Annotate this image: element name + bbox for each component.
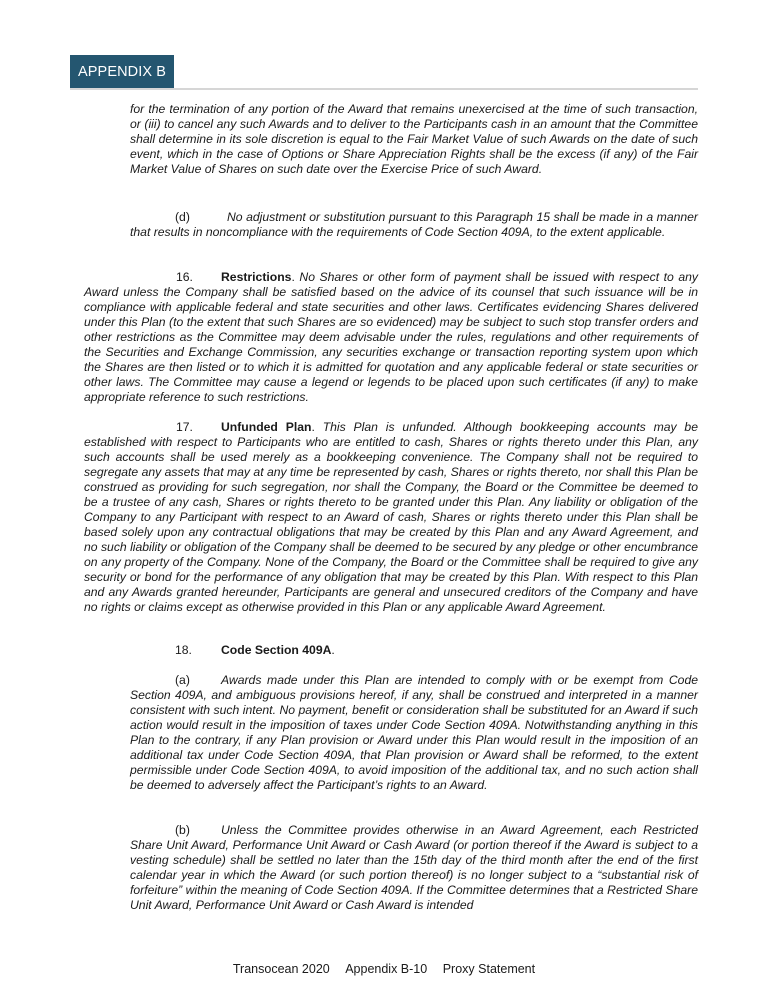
page-footer: [0, 962, 768, 976]
appendix-header-tab: APPENDIX B: [70, 55, 174, 89]
paragraph-text: Awards made under this Plan are intended to comply with or be exempt from Code Section 409A, and ambiguous provisions hereof, if any, shall be construed and interpreted in a manner consistent with such intent. No payment, benefit or consideration shall be substituted for an Award if such action would result in the imposition of taxes under Code Section 409A. Notwithstanding anything in this Plan to the contrary, if any Plan provision or Award under this Plan would result in the imposition of an additional tax under Code Section 409A, that Plan provision or Award shall be reformed, to the extent permissible under Code Section 409A, to avoid imposition of the additional tax, and no such action shall be deemed to adversely affect the Participant’s rights to an Award.: [130, 673, 698, 792]
footer-document: Proxy Statement: [442, 962, 536, 976]
section-title: Code Section 409A: [221, 643, 332, 657]
paragraph-label: (a): [175, 673, 190, 687]
paragraph-text: Unless the Committee provides otherwise in an Award Agreement, each Restricted Share Unit Award, Performance Unit Award or Cash Award (or portion thereof if the Award is subject to a vesting schedule) shall be settled no later than the 15th day of the third month after the end of the first calendar year in which the Award (or such portion thereof) is no longer subject to a “substantial risk of forfeiture” within the meaning of Code Section 409A. If the Committee determines that a Restricted Share Unit Award, Performance Unit Award or Cash Award is intended: [130, 823, 698, 912]
footer-page-number: Appendix B-10: [345, 962, 428, 976]
section-title: Restrictions: [221, 270, 292, 284]
footer-company: Transocean 2020: [232, 962, 330, 976]
header-rule: [70, 88, 698, 90]
section-text: No Shares or other form of payment shall be issued with respect to any Award unless the Company shall be satisfied based on the advice of its counsel that such issuance will be in compliance with applicable federal and state securities and other laws. Certificates evidencing Shares delivered under this Plan (to the extent that such Shares are so evidenced) may be subject to such stop transfer orders and other restrictions as the Committee may deem advisable under the rules, regulations and other requirements of the Securities and Exchange Commission, any securities exchange or transaction reporting system upon which the Shares are then listed or to which it is admitted for quotation and any applicable federal or state securities or other laws. The Committee may cause a legend or legends to be placed upon such certificates (if any) to make appropriate reference to such restrictions.: [84, 270, 698, 404]
paragraph-15d: [130, 210, 698, 240]
section-number: 18.: [175, 643, 192, 657]
paragraph-18b: [130, 823, 698, 913]
paragraph-18a: [130, 673, 698, 793]
paragraph-label: (d): [175, 210, 190, 224]
section-17-unfunded-plan: 17. Unfunded Plan. This Plan is unfunded. Although bookkeeping accounts may be established with respect to Participants who are entitled to cash, Shares or rights thereto under this Plan, any such accounts shall be used merely as a bookkeeping convenience. The Company shall not be required to segregate any assets that may at any time be represented by cash, Shares or rights thereto, nor shall this Plan be construed as providing for such segregation, nor shall the Company, the Board or the Committee be deemed to be a trustee of any cash, Shares or rights thereto to be granted under this Plan. Any liability or obligation of the Company to any Participant with respect to an Award of cash, Shares or rights thereto under this Plan shall be based solely upon any contractual obligations that may be created by this Plan and any Award Agreement, and no such liability or obligation of the Company shall be deemed to be secured by any pledge or other encumbrance on any property of the Company. None of the Company, the Board or the Committee shall be required to give any security or bond for the performance of any obligation that may be created by this Plan. With respect to this Plan and any Awards granted hereunder, Participants are general and unsecured creditors of the Company and have no rights or claims except as otherwise provided in this Plan or any applicable Award Agreement.: [84, 420, 698, 614]
paragraph-text: No adjustment or substitution pursuant to this Paragraph 15 shall be made in a manner that results in noncompliance with the requirements of Code Section 409A, to the extent applicable.: [130, 210, 698, 239]
section-number: 17.: [176, 420, 193, 434]
continued-paragraph: for the termination of any portion of the Award that remains unexercised at the time of such transaction, or (iii) to cancel any such Awards and to deliver to the Participants cash in an amount that the Committee shall determine in its sole discretion is equal to the Fair Market Value of such Awards on the date of such event, which in the case of Options or Share Appreciation Rights shall be the excess (if any) of the Fair Market Value of Shares on such date over the Exercise Price of such Award.: [130, 102, 698, 176]
section-title: Unfunded Plan: [221, 420, 312, 434]
section-16-restrictions: 16. Restrictions. No Shares or other form of payment shall be issued with respect to any Award unless the Company shall be satisfied based on the advice of its counsel that such issuance will be in compliance with applicable federal and state securities and other laws. Certificates evidencing Shares delivered under this Plan (to the extent that such Shares are so evidenced) may be subject to such stop transfer orders and other restrictions as the Committee may deem advisable under the rules, regulations and other requirements of the Securities and Exchange Commission, any securities exchange or transaction reporting system upon which the Shares are then listed or to which it is admitted for quotation and any applicable federal or state securities or other laws. The Committee may cause a legend or legends to be placed upon such certificates (if any) to make appropriate reference to such restrictions.: [84, 270, 698, 404]
section-18-heading: 18. Code Section 409A.: [175, 643, 335, 657]
section-text: This Plan is unfunded. Although bookkeeping accounts may be established with respect to Participants who are entitled to cash, Shares or rights thereto under this Plan, any such accounts shall be used merely as a bookkeeping convenience. The Company shall not be required to segregate any assets that may at any time be represented by cash, Shares or rights thereto, nor shall this Plan be construed as providing for such segregation, nor shall the Company, the Board or the Committee be deemed to be a trustee of any cash, Shares or rights thereto to be granted under this Plan. Any liability or obligation of the Company to any Participant with respect to an Award of cash, Shares or rights thereto under this Plan shall be based solely upon any contractual obligations that may be created by this Plan and any Award Agreement, and no such liability or obligation of the Company shall be deemed to be secured by any pledge or other encumbrance on any property of the Company. None of the Company, the Board or the Committee shall be required to give any security or bond for the performance of any obligation that may be created by this Plan. With respect to this Plan and any Awards granted hereunder, Participants are general and unsecured creditors of the Company and have no rights or claims except as otherwise provided in this Plan or any applicable Award Agreement.: [84, 420, 698, 614]
paragraph-label: (b): [175, 823, 190, 837]
section-number: 16.: [176, 270, 193, 284]
